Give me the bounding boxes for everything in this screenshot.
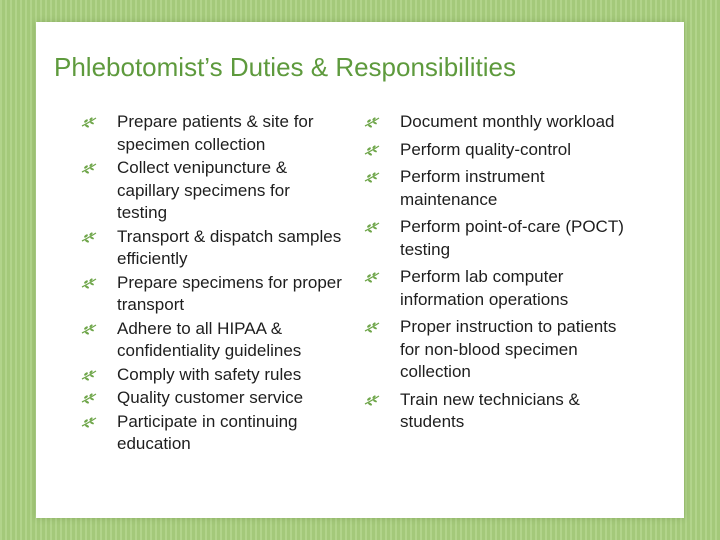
list-item <box>81 272 343 317</box>
list-item <box>81 157 343 225</box>
list-item <box>81 411 343 456</box>
leaf-sprig-icon <box>81 278 97 289</box>
right-bullet-list <box>364 111 624 439</box>
leaf-sprig-icon <box>364 272 380 283</box>
slide-title: Phlebotomist’s Duties & Responsibilities <box>54 52 516 82</box>
list-item <box>364 216 624 261</box>
leaf-sprig-icon <box>81 393 97 404</box>
list-item <box>81 226 343 271</box>
list-item <box>364 389 624 434</box>
list-item <box>364 111 624 134</box>
list-item-text: Participate in continuing education <box>117 411 298 453</box>
list-item-text: Document monthly workload <box>400 112 615 131</box>
list-item-text: Perform point-of-care (POCT) testing <box>400 217 624 259</box>
list-item-text: Perform instrument maintenance <box>400 167 545 209</box>
list-item-text: Quality customer service <box>117 388 304 407</box>
list-item <box>364 266 624 311</box>
list-item <box>364 139 624 162</box>
left-bullet-list <box>81 111 343 457</box>
leaf-sprig-icon <box>81 417 97 428</box>
list-item <box>81 111 343 156</box>
list-item <box>364 166 624 211</box>
list-item-text: Prepare specimens for proper transport <box>117 272 342 314</box>
leaf-sprig-icon <box>364 145 380 156</box>
leaf-sprig-icon <box>81 117 97 128</box>
list-item-text: Perform quality-control <box>400 139 572 159</box>
list-item-text: Collect venipuncture & capillary specimens for testing <box>117 158 290 222</box>
list-item-text: Perform lab computer information operations <box>400 267 569 309</box>
list-item-text: Prepare patients & site for specimen collection <box>117 112 314 154</box>
leaf-sprig-icon <box>81 163 97 174</box>
leaf-sprig-icon <box>364 395 380 406</box>
list-item <box>364 316 624 384</box>
leaf-sprig-icon <box>81 324 97 335</box>
list-item-text: Proper instruction to patients for non-blood specimen collection <box>400 317 617 381</box>
leaf-sprig-icon <box>364 172 380 183</box>
list-item-text: Transport & dispatch samples efficiently <box>117 226 342 268</box>
list-item-text: Comply with safety rules <box>117 364 302 384</box>
list-item <box>81 318 343 363</box>
list-item-text: Train new technicians & students <box>400 389 580 431</box>
list-item <box>81 364 343 387</box>
leaf-sprig-icon <box>81 370 97 381</box>
leaf-sprig-icon <box>364 117 380 128</box>
leaf-sprig-icon <box>364 222 380 233</box>
leaf-sprig-icon <box>364 322 380 333</box>
leaf-sprig-icon <box>81 232 97 243</box>
list-item-text: Adhere to all HIPAA & confidentiality guidelines <box>117 318 302 360</box>
list-item <box>81 387 343 410</box>
